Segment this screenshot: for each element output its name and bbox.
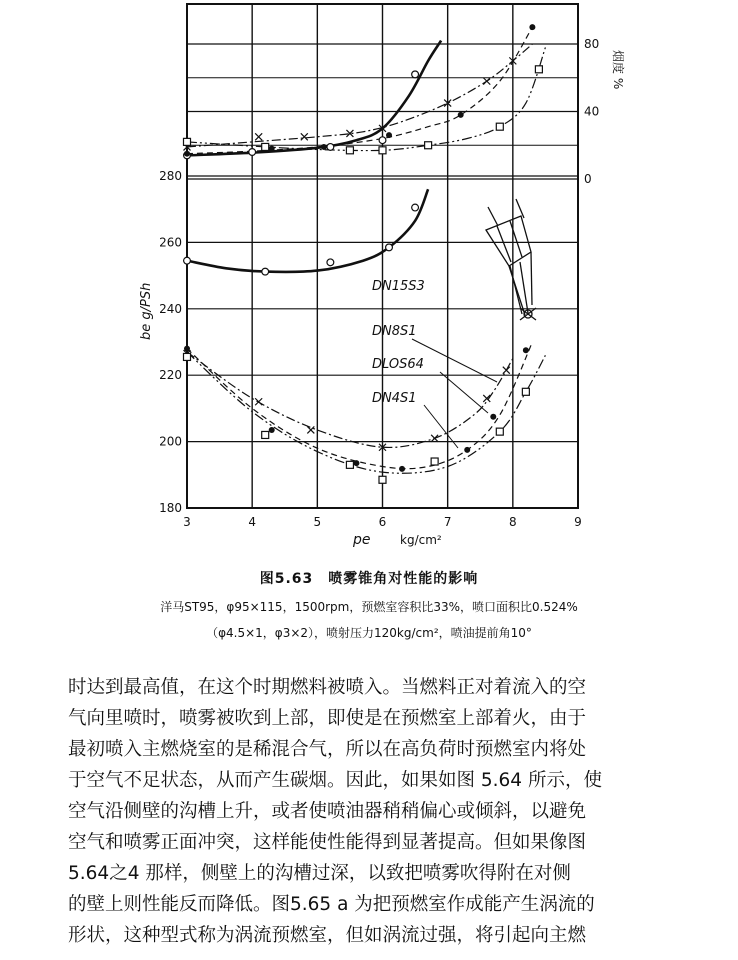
body-line: 的壁上则性能反而降低。图5.65 a 为把预燃室作成能产生涡流的 [68, 894, 595, 915]
marker-open-square [184, 138, 191, 145]
figure-caption-conditions-cont: （φ4.5×1，φ3×2），喷射压力120kg/cm²，喷油提前角10° [206, 626, 532, 640]
x-axis-unit: kg/cm² [400, 533, 442, 547]
series-label-leaders [412, 339, 497, 448]
x-tick-label: 9 [574, 515, 582, 529]
marker-open-square [262, 431, 269, 438]
body-text [68, 672, 668, 951]
grid [187, 4, 578, 508]
y-left-tick-label: 180 [159, 501, 182, 515]
marker-open-circle [327, 144, 334, 151]
marker-filled-dot [321, 144, 327, 150]
marker-open-circle [184, 257, 191, 264]
series-label-dn8s1: DN8S1 [372, 324, 417, 339]
body-line: 形状，这种型式称为涡流预燃室，但如涡流过强，将引起向主燃 [68, 925, 587, 946]
marker-open-circle [379, 137, 386, 144]
body-line: 空气沿侧壁的沟槽上升，或者使喷油器稍稍偏心或倾斜，以避免 [68, 801, 587, 822]
series-curve-right-square-open [187, 47, 545, 150]
figure-caption-title: 图5.63 喷雾锥角对性能的影响 [259, 571, 479, 587]
y-right-axis-label: 烟度 % [611, 50, 625, 90]
marker-open-circle [386, 244, 393, 251]
marker-cross [301, 133, 308, 140]
series-curve-left-dot [187, 342, 532, 469]
marker-filled-dot [529, 24, 535, 30]
y-right-tick-label: 80 [584, 37, 600, 51]
data-curves [187, 27, 545, 473]
marker-open-square [379, 476, 386, 483]
marker-open-square [379, 147, 386, 154]
marker-filled-dot [464, 447, 470, 453]
figure-caption-conditions: 洋马ST95，φ95×115，1500rpm，预燃室容积比33%，喷口面积比0.524% [160, 600, 578, 614]
marker-filled-dot [184, 346, 190, 352]
marker-filled-dot [523, 347, 529, 353]
marker-open-square [184, 353, 191, 360]
series-label-dn15s3: DN15S3 [372, 279, 425, 294]
y-left-tick-label: 260 [159, 235, 182, 250]
marker-open-square [346, 147, 353, 154]
marker-open-square [522, 388, 529, 395]
marker-open-square [262, 143, 269, 150]
marker-filled-dot [458, 112, 464, 118]
marker-open-square [431, 458, 438, 465]
marker-open-circle [412, 71, 419, 78]
y-left-tick-label: 220 [159, 368, 182, 383]
body-line: 5.64之4 那样，侧壁上的沟槽过深，以致把喷雾吹得附在对侧 [68, 863, 571, 884]
injector-nozzle-sketch [486, 199, 536, 320]
x-tick-label: 4 [248, 515, 256, 529]
x-tick-label: 3 [183, 515, 191, 529]
marker-cross [483, 78, 490, 85]
marker-filled-dot [269, 146, 275, 152]
marker-filled-dot [399, 466, 405, 472]
marker-filled-dot [353, 460, 359, 466]
x-tick-label: 8 [509, 515, 517, 529]
y-left-tick-label: 200 [159, 434, 182, 449]
marker-open-square [496, 428, 503, 435]
marker-filled-dot [490, 414, 496, 420]
series-label-dn4s1: DN4S1 [372, 391, 417, 406]
marker-open-square [346, 461, 353, 468]
marker-cross [307, 426, 314, 433]
y-left-tick-label: 240 [159, 301, 182, 316]
body-line: 空气和喷雾正面冲突，这样能使性能得到显著提高。但如果像图 [68, 832, 587, 853]
series-label-dlos64: DLOS64 [372, 357, 424, 372]
x-tick-label: 6 [378, 515, 387, 529]
series-curve-right-cross [187, 44, 532, 147]
marker-open-circle [249, 149, 256, 156]
series-curve-left-cross [187, 352, 513, 447]
x-tick-label: 7 [443, 515, 452, 529]
marker-open-square [496, 123, 503, 130]
body-line: 最初喷入主燃烧室的是稀混合气，所以在高负荷时预燃室内将处 [68, 739, 587, 760]
x-tick-label: 5 [313, 515, 322, 529]
marker-cross [503, 367, 510, 374]
marker-open-square [425, 142, 432, 149]
body-line: 于空气不足状态，从而产生碳烟。因此，如果如图 5.64 所示，使 [68, 770, 602, 791]
body-line: 时达到最高值，在这个时期燃料被喷入。当燃料正对着流入的空 [68, 677, 587, 698]
y-left-axis-label: be g/PSh [139, 282, 154, 340]
series-curve-left-square-open [187, 352, 545, 473]
series-curve-right-circle-open [187, 41, 441, 156]
marker-filled-dot [386, 132, 392, 138]
marker-open-circle [327, 259, 334, 266]
marker-filled-dot [269, 427, 275, 433]
marker-cross [255, 133, 262, 140]
y-right-tick-label: 0 [584, 172, 592, 186]
y-left-tick-label: 280 [159, 169, 182, 183]
marker-open-circle [412, 204, 419, 211]
marker-cross [431, 435, 438, 442]
x-axis-label: pe [353, 532, 371, 548]
series-curve-left-circle-open [187, 189, 428, 272]
marker-filled-dot [184, 151, 190, 157]
y-right-tick-label: 40 [584, 104, 600, 119]
body-line: 气向里喷时，喷雾被吹到上部，即使是在预燃室上部着火，由于 [68, 708, 587, 729]
marker-cross [255, 398, 262, 405]
marker-open-square [535, 66, 542, 73]
marker-open-circle [262, 268, 269, 275]
